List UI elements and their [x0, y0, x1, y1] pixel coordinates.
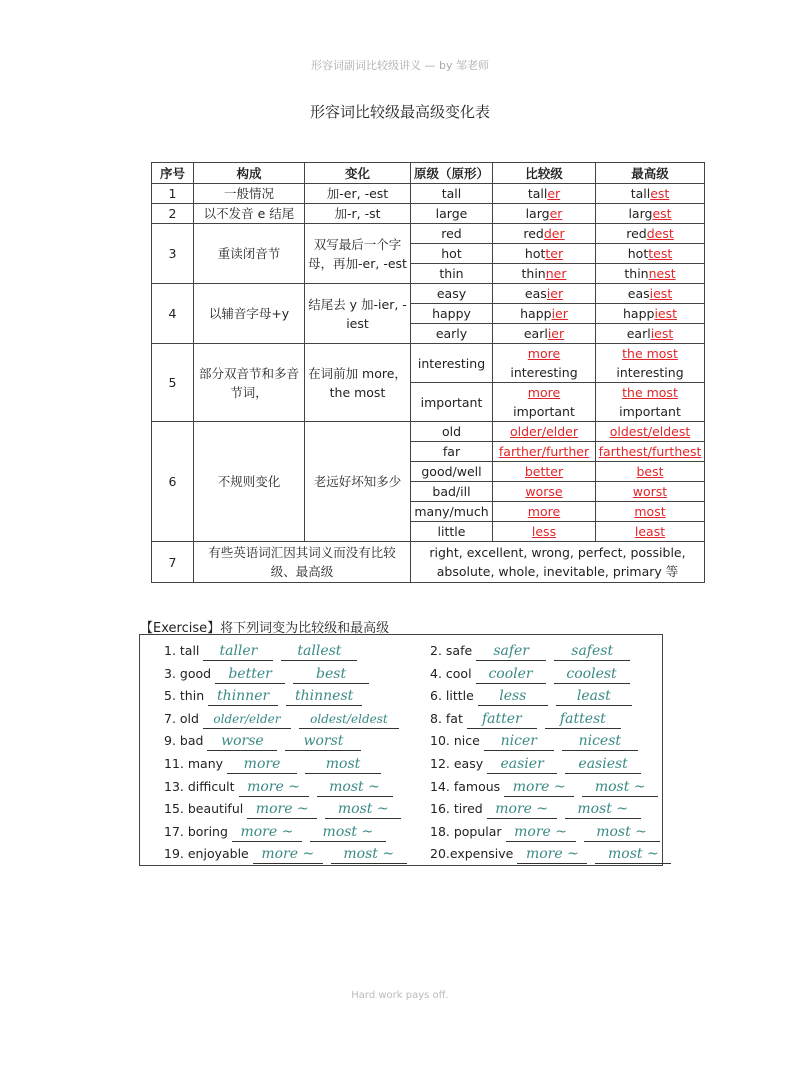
stem: larg	[628, 206, 653, 221]
exception-note: right, excellent, wrong, perfect, possible, absolute, whole, inevitable, primary 等	[411, 542, 705, 583]
table-row	[152, 344, 705, 383]
comparative: worse	[493, 482, 596, 502]
change-cell: 加-r, -st	[305, 204, 411, 224]
most-prefix: the most	[622, 346, 678, 361]
exercise-label: 8. fat	[430, 710, 463, 726]
exercise-item	[430, 843, 671, 865]
comparative-answer: taller	[203, 642, 273, 661]
base-word: hot	[411, 244, 493, 264]
exercise-label: 20.expensive	[430, 846, 514, 862]
superlative: best	[596, 462, 705, 482]
row-number: 7	[152, 542, 194, 583]
row-number: 3	[152, 224, 194, 284]
exercise-item	[430, 685, 632, 707]
exercise-label: 2. safe	[430, 643, 473, 658]
base-word: little	[411, 522, 493, 542]
superlative	[596, 244, 705, 264]
rule-cell: 以不发音 e 结尾	[194, 204, 305, 224]
comparative-answer: older/elder	[203, 710, 291, 729]
exercise-item	[430, 798, 641, 820]
header-note: 形容词副词比较级讲义 — by 邹老师	[311, 59, 489, 72]
superlative: oldest/eldest	[596, 422, 705, 442]
word-rest: important	[619, 404, 681, 419]
superlative: farthest/furthest	[596, 442, 705, 462]
exercise-label: 10. nice	[430, 733, 480, 749]
comparative	[493, 284, 596, 304]
row-number: 6	[152, 422, 194, 542]
base-word: good/well	[411, 462, 493, 482]
stem: hot	[627, 246, 649, 261]
exercise-item	[430, 776, 658, 798]
exercise-label: 13. difficult	[164, 778, 235, 794]
superlative	[596, 383, 705, 422]
exercise-item	[430, 640, 630, 662]
stem: happ	[520, 306, 552, 321]
row-number: 5	[152, 344, 194, 422]
comparative	[493, 344, 596, 383]
rule-cell: 有些英语词汇因其词义而没有比较级、最高级	[194, 542, 411, 583]
comparative: older/elder	[493, 422, 596, 442]
rule-cell: 不规则变化	[194, 422, 305, 542]
exercise-item	[164, 843, 407, 865]
comparative-answer: less	[478, 687, 548, 706]
exercise-item	[164, 776, 393, 798]
suffix: ier	[546, 286, 564, 301]
superlative-answer: nicest	[562, 732, 638, 751]
comparative-answer: thinner	[208, 687, 278, 706]
change-cell: 结尾去 y 加-ier, -iest	[305, 284, 411, 344]
exercise-box	[139, 634, 663, 866]
base-word: interesting	[411, 344, 493, 383]
rule-cell: 重读闭音节	[194, 224, 305, 284]
comparative-answer: more ~	[232, 823, 302, 842]
superlative: least	[596, 522, 705, 542]
suffix: iest	[649, 286, 673, 301]
base-word: happy	[411, 304, 493, 324]
comparative: better	[493, 462, 596, 482]
superlative-answer: most ~	[331, 845, 407, 864]
comparative	[493, 244, 596, 264]
comparative-answer: more ~	[239, 778, 309, 797]
comparative-answer: more ~	[506, 823, 576, 842]
row-number: 2	[152, 204, 194, 224]
header-cell: 变化	[305, 163, 411, 184]
table-row	[152, 184, 705, 204]
stem: eas	[627, 286, 650, 301]
exercise-item	[430, 730, 638, 752]
header-cell: 序号	[152, 163, 194, 184]
exercise-label: 19. enjoyable	[164, 846, 249, 862]
base-word: large	[411, 204, 493, 224]
exercise-item	[164, 798, 401, 820]
comparative	[493, 204, 596, 224]
comparative: farther/further	[493, 442, 596, 462]
exercise-label: 7. old	[164, 710, 199, 726]
suffix: dest	[646, 226, 674, 241]
exercise-label: 12. easy	[430, 756, 484, 771]
exercise-item	[164, 685, 362, 707]
stem: red	[523, 226, 544, 241]
base-word: red	[411, 224, 493, 244]
exercise-label: 17. boring	[164, 823, 228, 839]
change-cell: 加-er, -est	[305, 184, 411, 204]
exercise-label: 18. popular	[430, 823, 502, 839]
change-cell: 在词前加 more，the most	[305, 344, 411, 422]
change-cell: 双写最后一个字母，再加-er, -est	[305, 224, 411, 284]
base-word: early	[411, 324, 493, 344]
stem: thin	[521, 266, 546, 281]
base-word: many/much	[411, 502, 493, 522]
header-cell: 比较级	[493, 163, 596, 184]
rule-cell: 以辅音字母+y	[194, 284, 305, 344]
comparison-rules-table	[151, 162, 705, 583]
superlative-answer: tallest	[281, 642, 357, 661]
exercise-item	[430, 821, 660, 843]
exercise-item	[164, 663, 369, 685]
exercise-label: 16. tired	[430, 801, 483, 817]
superlative-answer: worst	[285, 732, 361, 751]
stem: tall	[630, 186, 651, 201]
superlative-answer: thinnest	[286, 687, 362, 706]
comparative	[493, 264, 596, 284]
exercise-item	[164, 821, 386, 843]
exercise-label: 6. little	[430, 688, 474, 704]
stem: earl	[523, 326, 548, 341]
superlative-answer: oldest/eldest	[299, 710, 399, 729]
exercise-item	[430, 663, 630, 685]
superlative-answer: coolest	[554, 665, 630, 684]
superlative: most	[596, 502, 705, 522]
most-prefix: the most	[622, 385, 678, 400]
superlative-answer: most ~	[317, 778, 393, 797]
rule-cell: 部分双音节和多音节词，	[194, 344, 305, 422]
exercise-title: 【Exercise】将下列词变为比较级和最高级	[140, 621, 390, 636]
comparative-answer: worse	[207, 732, 277, 751]
comparative-answer: better	[215, 665, 285, 684]
superlative	[596, 304, 705, 324]
comparative-answer: more ~	[487, 800, 557, 819]
comparative-answer: more ~	[247, 800, 317, 819]
comparative	[493, 184, 596, 204]
exercise-label: 11. many	[164, 756, 224, 771]
superlative-answer: safest	[554, 642, 630, 661]
exercise-item	[430, 708, 621, 730]
stem: red	[626, 226, 647, 241]
exercise-label: 14. famous	[430, 778, 501, 794]
change-cell: 老远好坏知多少	[305, 422, 411, 542]
row-number: 4	[152, 284, 194, 344]
suffix: er	[547, 186, 561, 201]
superlative-answer: easiest	[565, 755, 641, 774]
footer-note: Hard work pays off.	[351, 990, 449, 1001]
comparative-answer: more ~	[253, 845, 323, 864]
suffix: iest	[654, 306, 678, 321]
exercise-label: 3. good	[164, 665, 212, 681]
exercise-item	[164, 753, 381, 775]
table-row	[152, 542, 705, 583]
word-rest: interesting	[616, 365, 684, 380]
superlative-answer: least	[556, 687, 632, 706]
comparative-answer: more ~	[517, 845, 587, 864]
header-cell: 原级（原形）	[411, 163, 493, 184]
comparative-answer: fatter	[467, 710, 537, 729]
base-word: important	[411, 383, 493, 422]
suffix: der	[543, 226, 565, 241]
header-cell: 最高级	[596, 163, 705, 184]
superlative	[596, 324, 705, 344]
stem: earl	[626, 326, 651, 341]
suffix: nest	[648, 266, 676, 281]
superlative-answer: best	[293, 665, 369, 684]
superlative	[596, 204, 705, 224]
table-row	[152, 204, 705, 224]
superlative-answer: most ~	[310, 823, 386, 842]
more-prefix: more	[527, 385, 561, 400]
base-word: old	[411, 422, 493, 442]
exercise-item	[164, 708, 399, 730]
superlative	[596, 284, 705, 304]
comparative	[493, 383, 596, 422]
suffix: iest	[650, 326, 674, 341]
superlative	[596, 264, 705, 284]
suffix: er	[549, 206, 563, 221]
suffix: ier	[551, 306, 568, 321]
table-row	[152, 422, 705, 442]
word-rest: interesting	[510, 365, 578, 380]
comparative-answer: more ~	[504, 778, 574, 797]
row-number: 1	[152, 184, 194, 204]
stem: thin	[624, 266, 649, 281]
stem: hot	[524, 246, 546, 261]
comparative	[493, 324, 596, 344]
comparative-answer: more	[227, 755, 297, 774]
comparative: less	[493, 522, 596, 542]
exercise-label: 5. thin	[164, 688, 205, 704]
comparative-answer: easier	[487, 755, 557, 774]
suffix: test	[648, 246, 673, 261]
exercise-item	[430, 753, 641, 775]
superlative-answer: most ~	[582, 778, 658, 797]
suffix: ner	[545, 266, 567, 281]
table-header-row	[152, 163, 705, 184]
comparative-answer: nicer	[484, 732, 554, 751]
exercise-label: 15. beautiful	[164, 801, 244, 817]
superlative-answer: most ~	[595, 845, 671, 864]
superlative-answer: most	[305, 755, 381, 774]
base-word: tall	[411, 184, 493, 204]
superlative	[596, 184, 705, 204]
base-word: thin	[411, 264, 493, 284]
table-row	[152, 224, 705, 244]
suffix: est	[650, 186, 670, 201]
comparative	[493, 224, 596, 244]
more-prefix: more	[527, 346, 561, 361]
base-word: far	[411, 442, 493, 462]
comparative-answer: cooler	[476, 665, 546, 684]
suffix: ter	[545, 246, 564, 261]
exercise-label: 4. cool	[430, 665, 472, 681]
comparative: more	[493, 502, 596, 522]
superlative	[596, 344, 705, 383]
page-title: 形容词比较级最高级变化表	[309, 103, 490, 121]
rule-cell: 一般情况	[194, 184, 305, 204]
stem: happ	[622, 306, 655, 321]
superlative-answer: most ~	[325, 800, 401, 819]
exercise-item	[164, 640, 357, 662]
superlative-answer: most ~	[584, 823, 660, 842]
base-word: easy	[411, 284, 493, 304]
suffix: ier	[547, 326, 565, 341]
superlative-answer: fattest	[545, 710, 621, 729]
word-rest: important	[513, 404, 575, 419]
superlative: worst	[596, 482, 705, 502]
superlative	[596, 224, 705, 244]
table-row	[152, 284, 705, 304]
exercise-label: 1. tall	[164, 643, 200, 658]
superlative-answer: most ~	[565, 800, 641, 819]
comparative-answer: safer	[476, 642, 546, 661]
base-word: bad/ill	[411, 482, 493, 502]
header-cell: 构成	[194, 163, 305, 184]
stem: tall	[527, 186, 548, 201]
exercise-label: 9. bad	[164, 733, 204, 749]
stem: eas	[524, 286, 547, 301]
exercise-item	[164, 730, 361, 752]
stem: larg	[525, 206, 550, 221]
suffix: est	[652, 206, 672, 221]
comparative	[493, 304, 596, 324]
